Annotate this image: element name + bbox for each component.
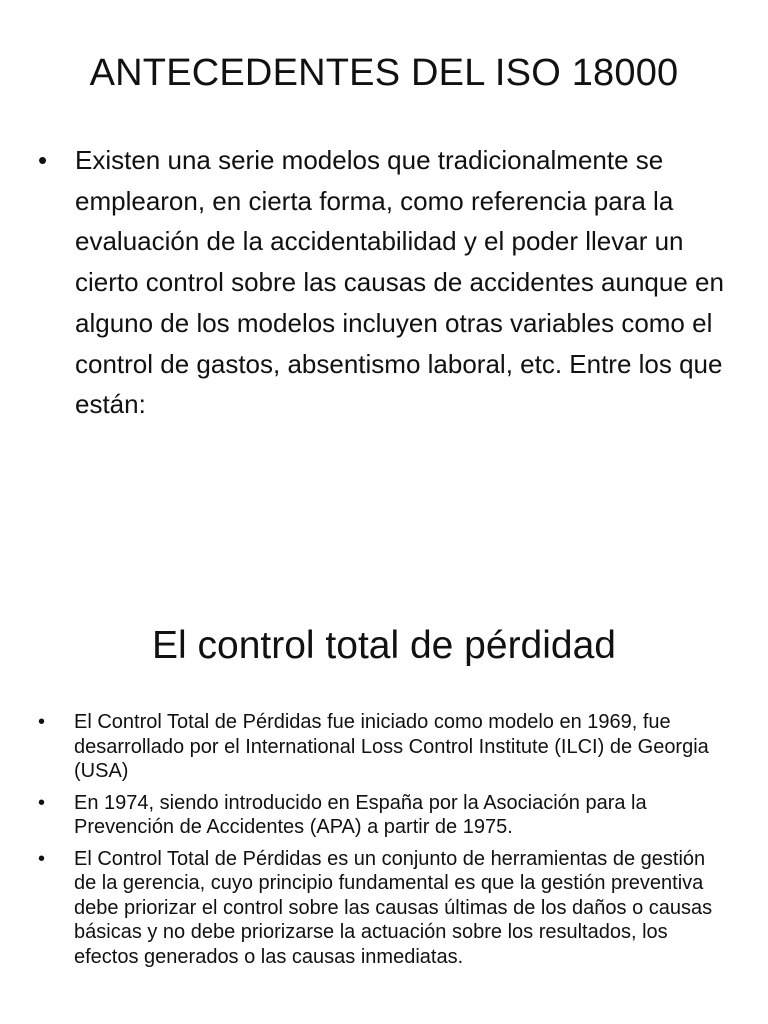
bullet-item <box>38 710 728 784</box>
bullet-text: El Control Total de Pérdidas fue iniciado como modelo en 1969, fue desarrollado por el International Loss Control Institute (ILCI) de Georgia (USA) <box>74 711 709 782</box>
bullet-text: En 1974, siendo introducido en España por la Asociación para la Prevención de Accidentes (APA) a partir de 1975. <box>74 791 647 838</box>
slide-title: El control total de pérdidad <box>152 624 616 667</box>
bullet-list <box>38 710 728 976</box>
bullet-marker: • <box>38 145 48 175</box>
slide-title: ANTECEDENTES DEL ISO 18000 <box>89 52 679 94</box>
bullet-item <box>38 140 738 425</box>
bullet-item <box>38 791 728 840</box>
bullet-marker: • <box>38 791 46 814</box>
bullet-text: Existen una serie modelos que tradicionalmente se emplearon, en cierta forma, como referencia para la evaluación de la accidentabilidad y el poder llevar un cierto control sobre las causas de accidentes aunque en alguno de los modelos incluyen otras variables como el control de gastos, absentismo laboral, etc. Entre los que están: <box>75 145 724 420</box>
bullet-item <box>38 847 728 970</box>
bullet-marker: • <box>38 711 46 733</box>
bullet-list <box>38 140 738 425</box>
bullet-text: El Control Total de Pérdidas es un conjunto de herramientas de gestión de la gerencia, cuyo principio fundamental es que la gestión preventiva debe priorizar el control sobre las causas últimas de los daños o causas básicas y no debe priorizarse la actuación sobre los resultados, los efectos generados o las causas inmediatas. <box>74 847 713 968</box>
bullet-marker: • <box>38 847 46 870</box>
slide-control-total <box>0 512 768 1024</box>
